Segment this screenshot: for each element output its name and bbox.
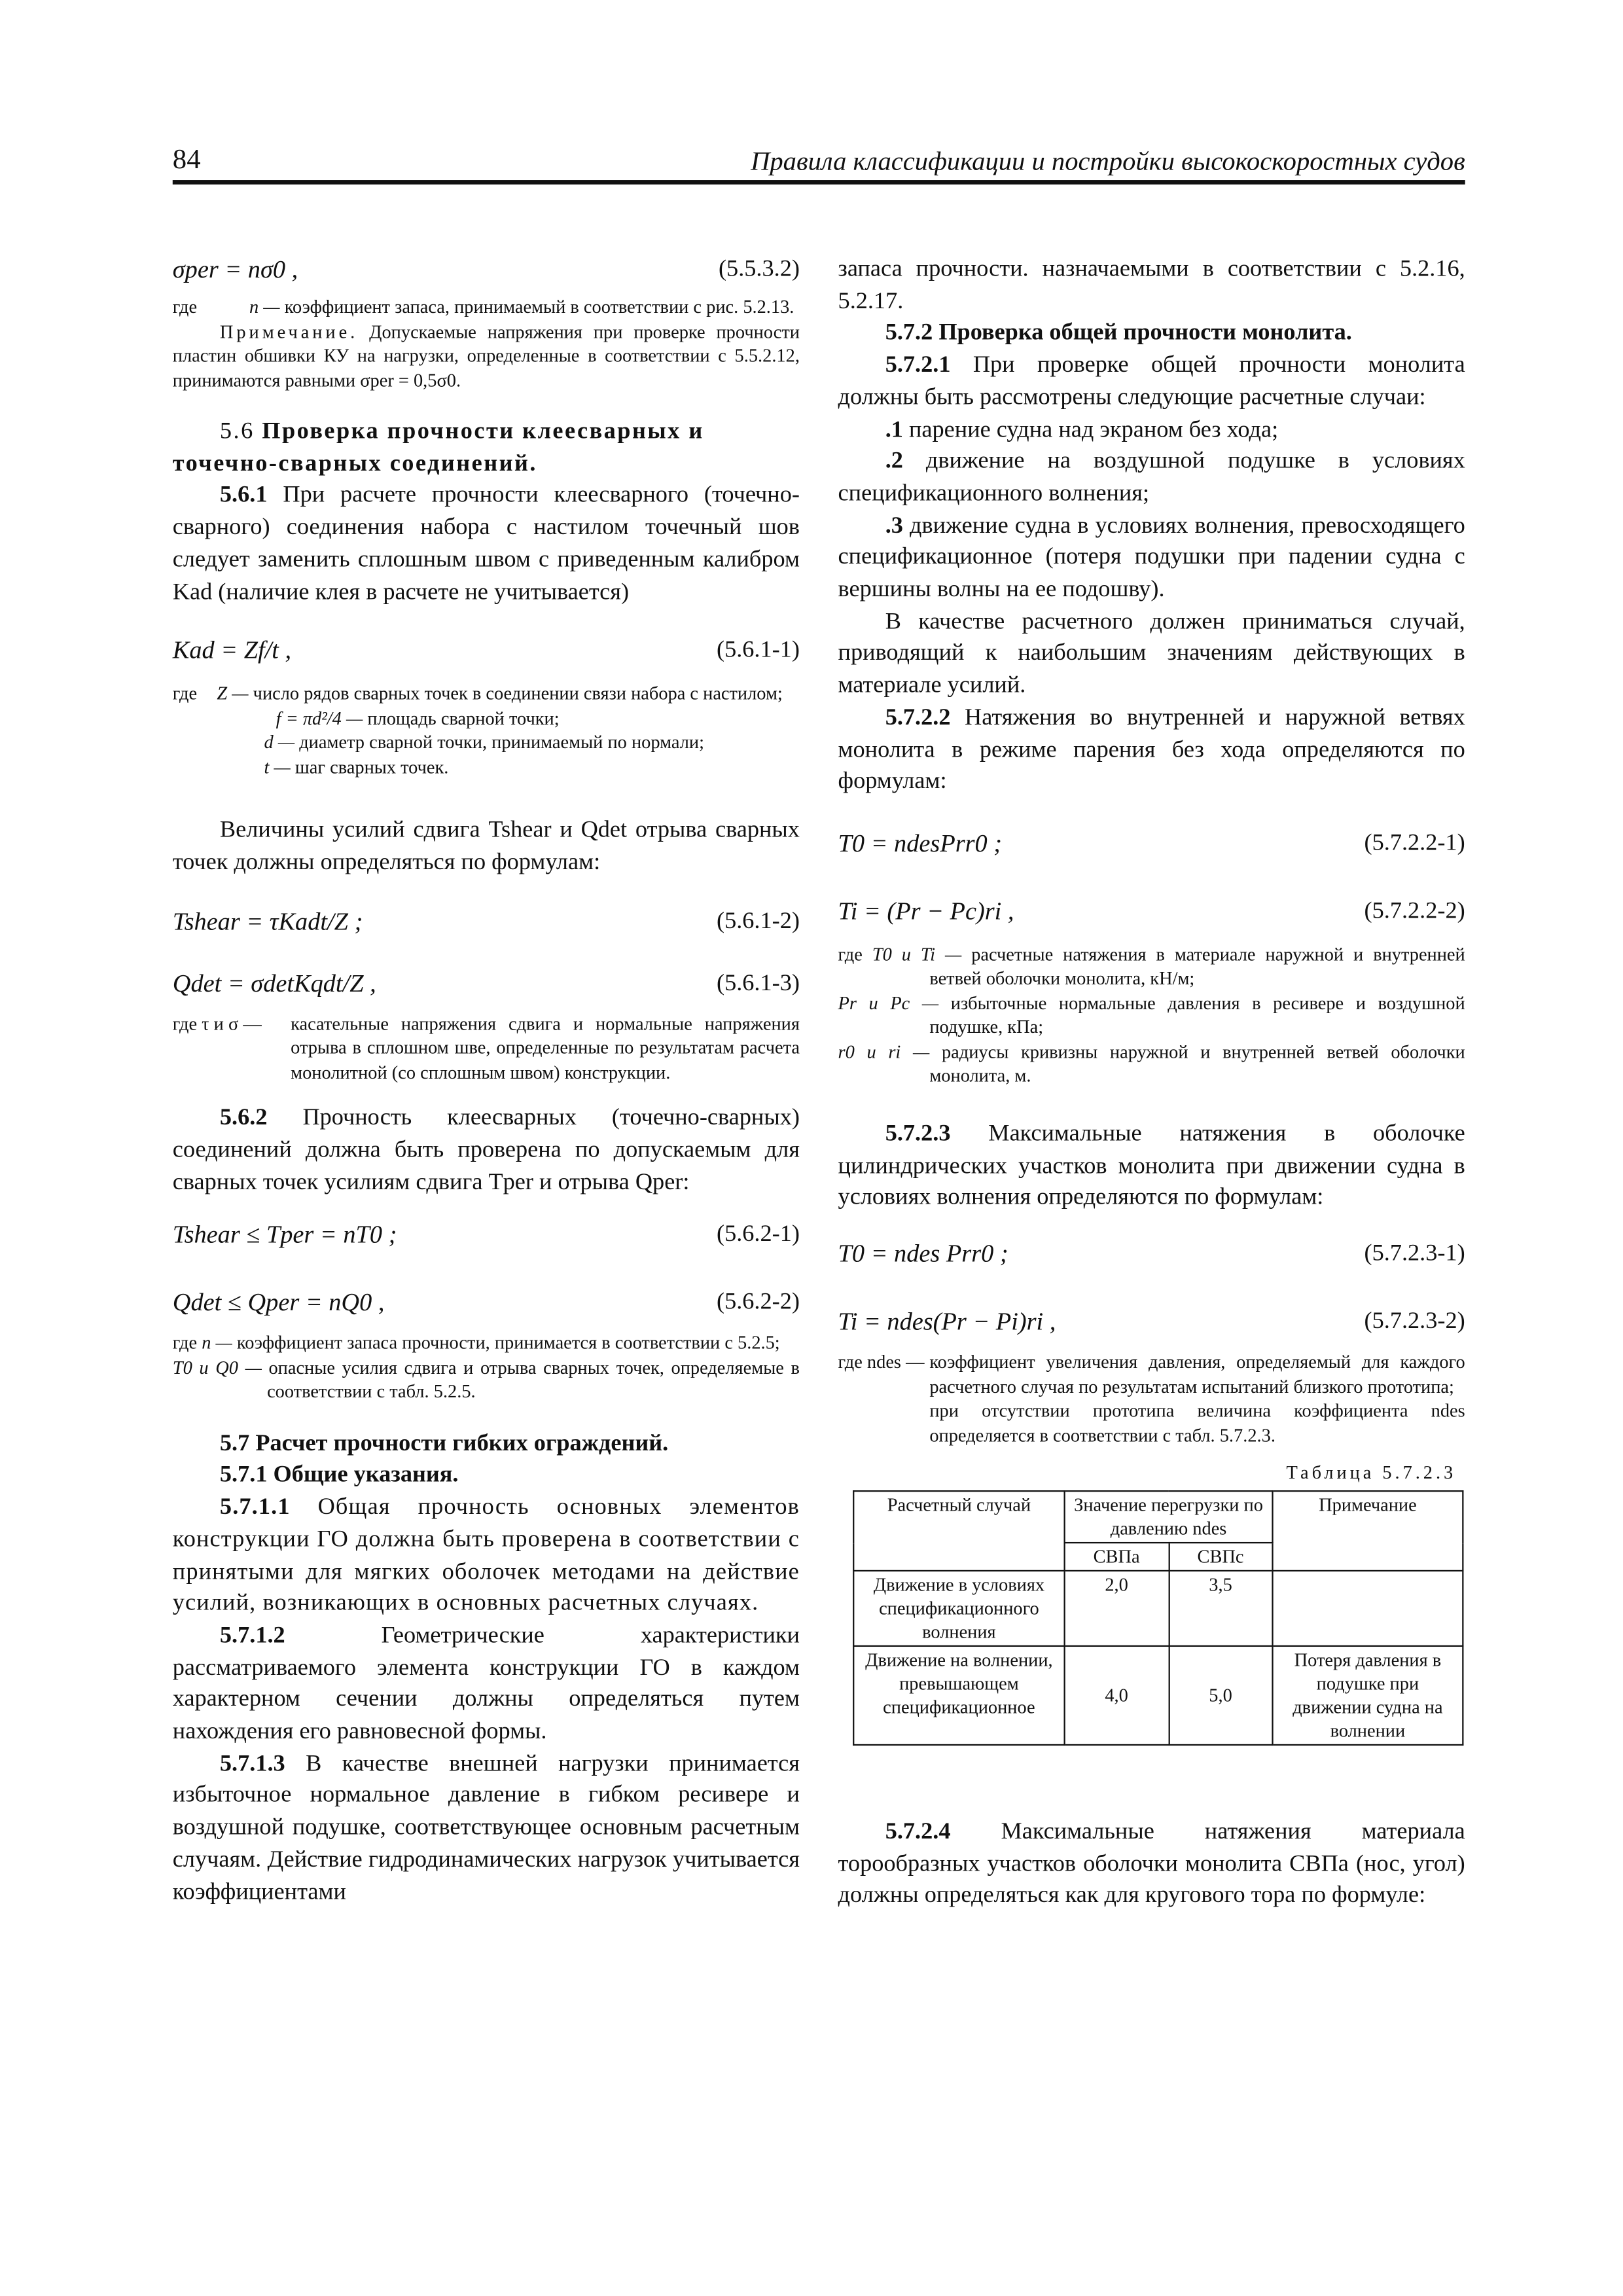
formula-number: (5.7.2.3-2)	[1364, 1308, 1465, 1335]
paragraph-5-7-1-1	[173, 1492, 800, 1621]
where-item	[173, 1331, 800, 1355]
where-text: расчетные натяжения в материале наружной и внутренней ветвей оболочки монолита, кН/м;	[929, 944, 1465, 990]
formula-5-6-1-1	[173, 635, 800, 668]
section-title: Проверка прочности клеесварных и точечно-сварных соединений.	[172, 419, 704, 476]
case-number: .3	[885, 512, 903, 539]
where-label: где τ и σ —	[172, 1013, 262, 1034]
page-number: 84	[172, 144, 201, 176]
case-text: движение на воздушной подушке в условиях спецификационного волнения;	[838, 448, 1465, 507]
table-cell: Движение в условиях спецификационного волнения	[853, 1571, 1064, 1646]
table-cell: 5,0	[1169, 1646, 1273, 1745]
where-text: площадь сварной точки;	[367, 708, 560, 729]
where-symbol: Z —	[217, 683, 249, 704]
paragraph-5-7-2-1	[838, 350, 1465, 414]
where-symbol: T0 и Q0 —	[172, 1357, 262, 1378]
table-cell	[1273, 1571, 1463, 1646]
section-heading-5-7: 5.7 Расчет прочности гибких ограждений.	[219, 1431, 669, 1456]
where-block-5-6-1	[173, 682, 800, 780]
where-block-5-6-1-3	[173, 1012, 800, 1085]
formula-number: (5.7.2.2-1)	[1364, 831, 1465, 856]
formula-expression: T0 = ndes Prr0 ;	[838, 1239, 1008, 1268]
table-row	[853, 1571, 1463, 1646]
where-text: избыточные нормальные давления в ресивере и воздушной подушке, кПа;	[929, 993, 1465, 1038]
table-header-cell: Примечание	[1273, 1491, 1463, 1571]
formula-5-7-2-3-1	[838, 1238, 1465, 1271]
formula-number: (5.6.1-1)	[716, 637, 800, 663]
paragraph-text: Прочность клеесварных (точечно-сварных) соединений должна быть проверена по допускаемым для сварных точек усилиям сдвига Tper и отрыва Qper:	[172, 1105, 800, 1195]
formula-5-5-3-2	[173, 254, 800, 287]
case-text: парение судна над экраном без хода;	[909, 416, 1279, 442]
where-label: где	[838, 944, 863, 965]
case-number: .2	[885, 448, 903, 475]
table-cell: 3,5	[1169, 1571, 1273, 1646]
where-text: шаг сварных точек.	[294, 756, 449, 778]
where-item	[217, 755, 800, 780]
paragraph-number: 5.6.1	[219, 483, 268, 509]
paragraph-number: 5.7.2.4	[885, 1819, 951, 1845]
formula-expression: Kad = Zf/t ,	[172, 636, 292, 665]
paragraph-text: Максимальные натяжения материала торообразных участков оболочки монолита СВПа (нос, угол) должны определяться как для кругового тора по формуле:	[838, 1819, 1465, 1909]
where-symbol: T0 и Ti —	[872, 944, 962, 965]
note-text: Допускаемые напряжения при проверке прочности пластин обшивки КУ на нагрузки, определенные в соответствии с 5.5.2.12, принимаются равными σper = 0,5σ0.	[172, 321, 800, 391]
formula-5-6-1-3	[173, 967, 800, 1000]
table-header-cell: СВПс	[1169, 1543, 1273, 1571]
section-heading-5-6	[173, 416, 800, 480]
left-column	[173, 254, 800, 1909]
paragraph-5-7-1-3	[173, 1748, 800, 1909]
table-caption: Таблица 5.7.2.3	[1286, 1462, 1457, 1483]
where-block-5-7-2-3	[838, 1350, 1465, 1448]
running-title: Правила классификации и постройки высокоскоростных судов	[751, 146, 1465, 176]
paragraph-number: 5.7.2.1	[885, 353, 951, 378]
formula-number: (5.6.1-3)	[716, 970, 800, 996]
paragraph-text: При расчете прочности клеесварного (точечно-сварного) соединения набора с настилом точечный шов следует заменить сплошным швом с приведенным калибром Kad (наличие клея в расчете не учитывается)	[172, 483, 800, 605]
where-text: коэффициент увеличения давления, определяемый для каждого расчетного случая по результатам испытаний близкого прототипа;	[929, 1352, 1465, 1397]
table-cell: 2,0	[1065, 1571, 1169, 1646]
table-row	[853, 1646, 1463, 1745]
case-text: движение судна в условиях волнения, превосходящего спецификационное (потеря подушки при падении судна с вершины волны на ее подошву).	[838, 512, 1465, 602]
where-item	[217, 706, 800, 730]
where-symbol: Pr и Pc —	[838, 993, 939, 1014]
paragraph-number: 5.7.1.3	[219, 1751, 285, 1776]
formula-expression: Tshear ≤ Tper = nT0 ;	[172, 1220, 397, 1249]
where-text: радиусы кривизны наружной и внутренней ветвей оболочки монолита, м.	[929, 1041, 1465, 1087]
where-item	[838, 943, 1465, 992]
where-item	[217, 730, 800, 755]
formula-expression: Tshear = τKadt/Z ;	[172, 906, 363, 935]
table-header-cell: Расчетный случай	[853, 1491, 1064, 1571]
where-text: опасные усилия сдвига и отрыва сварных точек, определяемые в соответствии с табл. 5.2.5.	[267, 1357, 800, 1403]
paragraph-text: Натяжения во внутренней и наружной ветвях монолита в режиме парения без хода определяются по формулам:	[838, 705, 1465, 795]
paragraph-text: В качестве внешней нагрузки принимается избыточное нормальное давление в гибком ресивере и воздушной подушке, соответствующее основным расчетным случаям. Действие гидродинамических нагрузок учитывается коэффициентами	[172, 1751, 800, 1905]
formula-5-7-2-2-2	[838, 895, 1465, 928]
running-header	[173, 145, 1465, 185]
formula-expression: Ti = ndes(Pr − Pi)ri ,	[838, 1307, 1056, 1336]
case-item	[838, 414, 1465, 446]
formula-expression: Qdet = σdetKqdt/Z ,	[172, 969, 376, 997]
formula-5-6-2-2	[173, 1287, 800, 1319]
table-header-cell: Значение перегрузки по давлению ndes	[1065, 1491, 1273, 1543]
formula-expression: T0 = ndesPrr0 ;	[838, 829, 1003, 857]
paragraph-5-7-2-2	[838, 702, 1465, 798]
case-number: .1	[885, 416, 903, 442]
paragraph-text: Общая прочность основных элементов конструкции ГО должна быть проверена в соответствии с принятыми для мягких оболочек методами на действие усилий, возникающих в основных расчетных случаях.	[172, 1495, 800, 1617]
paragraph-number: 5.7.1.2	[219, 1623, 285, 1649]
where-symbol: n —	[249, 296, 280, 317]
paragraph-number: 5.7.2.2	[885, 705, 951, 730]
paragraph-text: Максимальные натяжения в оболочке цилиндрических участков монолита при движении судна в условиях волнения определяются по формулам:	[838, 1121, 1465, 1211]
where-label: где	[172, 1333, 198, 1354]
where-block-5-5-3-2	[173, 295, 800, 319]
formula-expression: σper = nσ0 ,	[172, 255, 298, 283]
paragraph-text: Геометрические характеристики рассматриваемого элемента конструкции ГО в каждом характерном сечении должны определяться путем нахождения его равновесной формы.	[172, 1623, 800, 1744]
case-item	[838, 510, 1465, 606]
note	[173, 319, 800, 393]
paragraph-5-7-1-2	[173, 1620, 800, 1748]
section-heading-5-7-1: 5.7.1 Общие указания.	[219, 1463, 459, 1488]
formula-number: (5.6.2-1)	[716, 1222, 800, 1247]
formula-number: (5.7.2.2-2)	[1364, 898, 1465, 924]
table-header-cell: СВПа	[1065, 1543, 1169, 1571]
table-cell: Движение на волнении, превышающем спецификационное	[853, 1646, 1064, 1745]
where-text: диаметр сварной точки, принимаемый по нормали;	[299, 732, 704, 753]
overload-table	[853, 1490, 1463, 1746]
formula-number: (5.6.2-2)	[716, 1289, 800, 1316]
formula-5-6-2-1	[173, 1219, 800, 1252]
section-number: 5.6	[219, 419, 255, 444]
paragraph-5-6-1	[173, 480, 800, 609]
note-label: Примечание.	[219, 321, 359, 342]
where-symbol: n —	[202, 1333, 232, 1354]
paragraph-5-6-1-forces: Величины усилий сдвига Tshear и Qdet отрыва сварных точек должны определяться по формулам:	[172, 817, 800, 875]
formula-number: (5.7.2.3-1)	[1364, 1241, 1465, 1266]
where-text: коэффициент запаса прочности, принимается в соответствии с 5.2.5;	[236, 1333, 780, 1354]
where-block-5-7-2-2	[838, 943, 1465, 1089]
table-header-row	[853, 1491, 1463, 1543]
where-text: число рядов сварных точек в соединении связи набора с настилом;	[253, 683, 783, 704]
formula-number: (5.5.3.2)	[718, 257, 800, 282]
where-text: при отсутствии прототипа величина коэффициента ndes определяется в соответствии с табл. 5.7.2.3.	[929, 1400, 1465, 1446]
section-heading-5-7-2: 5.7.2 Проверка общей прочности монолита.	[885, 321, 1352, 346]
table-cell: Потеря давления в подушке при движении судна на волнении	[1273, 1646, 1463, 1745]
paragraph-number: 5.6.2	[219, 1105, 268, 1131]
paragraph-continuation: запаса прочности. назначаемыми в соответствии с 5.2.16, 5.2.17.	[838, 257, 1465, 314]
formula-5-7-2-3-2	[838, 1306, 1465, 1338]
where-symbol: d —	[264, 732, 295, 753]
paragraph-number: 5.7.2.3	[885, 1121, 951, 1147]
formula-expression: Qdet ≤ Qper = nQ0 ,	[172, 1288, 385, 1317]
where-item	[838, 992, 1465, 1040]
where-symbol: t —	[264, 756, 291, 778]
formula-expression: Ti = (Pr − Pc)ri ,	[838, 897, 1014, 925]
paragraph-number: 5.7.1.1	[219, 1495, 291, 1520]
formula-5-7-2-2-1	[838, 828, 1465, 861]
paragraph-design-case: В качестве расчетного должен приниматься случай, приводящий к наибольшим значениям действующих в материале усилий.	[838, 609, 1465, 698]
formula-number: (5.6.1-2)	[716, 908, 800, 934]
paragraph-5-6-2	[173, 1102, 800, 1198]
where-item	[217, 682, 800, 706]
where-text: коэффициент запаса, принимаемый в соответствии с рис. 5.2.13.	[284, 296, 794, 317]
paragraph-text: При проверке общей прочности монолита должны быть рассмотрены следующие расчетные случаи:	[838, 353, 1465, 410]
where-item	[173, 1355, 800, 1404]
paragraph-5-7-2-3	[838, 1119, 1465, 1215]
where-text: касательные напряжения сдвига и нормальные напряжения отрыва в сплошном шве, определенные по результатам расчета монолитной (со сплошным швом) конструкции.	[291, 1013, 800, 1083]
case-item	[838, 446, 1465, 510]
where-block-5-6-2	[173, 1331, 800, 1405]
formula-5-6-1-2	[173, 905, 800, 938]
where-symbol: f = πd²/4 —	[276, 708, 363, 729]
where-item	[838, 1040, 1465, 1088]
where-symbol: r0 и ri —	[838, 1041, 930, 1063]
where-label: где	[172, 683, 198, 704]
paragraph-5-7-2-4	[838, 1816, 1465, 1912]
table-cell: 4,0	[1065, 1646, 1169, 1745]
right-column	[838, 254, 1465, 1912]
where-label: где ndes —	[838, 1352, 925, 1372]
where-label: где	[172, 296, 198, 317]
